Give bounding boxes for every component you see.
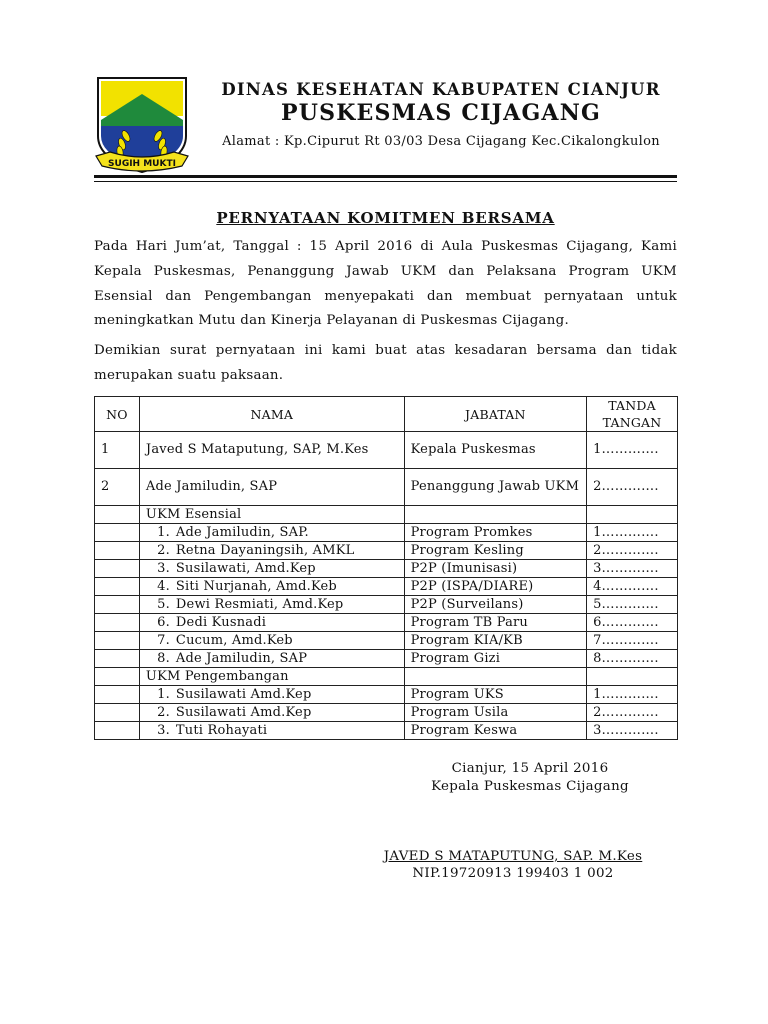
item-number: 6. xyxy=(157,614,170,630)
signer-role: Kepala Puskesmas Cijagang xyxy=(431,779,629,794)
row-name: Javed S Mataputung, SAP, M.Kes xyxy=(139,432,404,469)
section-heading: UKM Pengembangan xyxy=(139,668,404,686)
row-signature: 1…………. xyxy=(587,432,678,469)
item-number: 1. xyxy=(157,686,170,702)
table-row xyxy=(95,596,678,614)
row-signature: 2…………. xyxy=(587,704,678,722)
row-position: Penanggung Jawab UKM xyxy=(404,469,586,506)
logo-motto-text: SUGIH MUKTI xyxy=(108,159,176,169)
row-signature: 2…………. xyxy=(587,542,678,560)
item-number: 2. xyxy=(157,704,170,720)
row-name: Cucum, Amd.Keb xyxy=(175,632,293,648)
row-name: Retna Dayaningsih, AMKL xyxy=(175,542,355,558)
row-signature: 7…………. xyxy=(587,632,678,650)
row-name: Ade Jamiludin, SAP. xyxy=(175,524,309,540)
header-name: NAMA xyxy=(139,397,404,432)
item-number: 4. xyxy=(157,578,170,594)
place-date: Cianjur, 15 April 2016 xyxy=(451,761,609,776)
closing-paragraph: Demikian surat pernyataan ini kami buat atas kesadaran bersama dan tidak merupakan suatu paksaan. xyxy=(94,343,677,383)
row-signature: 6…………. xyxy=(587,614,678,632)
header-no: NO xyxy=(95,397,140,432)
row-signature: 1…………. xyxy=(587,524,678,542)
row-position: Program Usila xyxy=(404,704,586,722)
commitment-signature-table xyxy=(94,396,678,740)
row-name: Susilawati Amd.Kep xyxy=(175,686,312,702)
header-signature: TANDA TANGAN xyxy=(587,397,678,432)
row-signature: 4…………. xyxy=(587,578,678,596)
letterhead-rule-thin xyxy=(94,181,677,182)
table-row xyxy=(95,578,678,596)
table-row xyxy=(95,432,678,469)
item-number: 3. xyxy=(157,560,170,576)
section-heading: UKM Esensial xyxy=(139,506,404,524)
table-row xyxy=(95,614,678,632)
row-no: 2 xyxy=(95,469,140,506)
row-position: Program Promkes xyxy=(404,524,586,542)
row-name: Dewi Resmiati, Amd.Kep xyxy=(175,596,344,612)
row-signature: 2…………. xyxy=(587,469,678,506)
row-name: Ade Jamiludin, SAP xyxy=(175,650,308,666)
row-signature: 5…………. xyxy=(587,596,678,614)
row-position: Program TB Paru xyxy=(404,614,586,632)
agency-name: DINAS KESEHATAN KABUPATEN CIANJUR xyxy=(221,80,661,99)
row-name: Susilawati Amd.Kep xyxy=(175,704,312,720)
item-number: 3. xyxy=(157,722,170,738)
table-header-row xyxy=(95,397,678,432)
row-position: Program UKS xyxy=(404,686,586,704)
institution-name: PUSKESMAS CIJAGANG xyxy=(281,100,601,126)
signer-name: JAVED S MATAPUTUNG, SAP. M.Kes xyxy=(383,849,643,864)
cianjur-regency-logo xyxy=(94,76,190,178)
table-row xyxy=(95,650,678,668)
row-name: Ade Jamiludin, SAP xyxy=(139,469,404,506)
row-position: P2P (Surveilans) xyxy=(404,596,586,614)
header-position: JABATAN xyxy=(404,397,586,432)
table-row xyxy=(95,542,678,560)
table-row xyxy=(95,722,678,740)
row-position: Program Keswa xyxy=(404,722,586,740)
signature-block xyxy=(360,760,700,796)
row-name: Dedi Kusnadi xyxy=(175,614,267,630)
item-number: 1. xyxy=(157,524,170,540)
row-no: 1 xyxy=(95,432,140,469)
item-number: 8. xyxy=(157,650,170,666)
table-row xyxy=(95,469,678,506)
row-name: Siti Nurjanah, Amd.Keb xyxy=(175,578,337,594)
letterhead-rule-thick xyxy=(94,175,677,178)
item-number: 5. xyxy=(157,596,170,612)
table-row xyxy=(95,686,678,704)
table-row xyxy=(95,632,678,650)
row-position: P2P (Imunisasi) xyxy=(404,560,586,578)
opening-paragraph: Pada Hari Jum’at, Tanggal : 15 April 2016 di Aula Puskesmas Cijagang, Kami Kepala Puskesmas, Penanggung Jawab UKM dan Pelaksana Program UKM Esensial dan Pengembangan menyepakati dan membuat pernyataan untuk meningkatkan Mutu dan Kinerja Pelayanan di Puskesmas Cijagang. xyxy=(94,239,677,329)
row-signature: 3…………. xyxy=(587,560,678,578)
document-title: PERNYATAAN KOMITMEN BERSAMA xyxy=(216,209,555,227)
signer-nip: NIP.19720913 199403 1 002 xyxy=(412,866,614,881)
section-row-ukm-pengembangan xyxy=(95,668,678,686)
table-row xyxy=(95,704,678,722)
row-signature: 3…………. xyxy=(587,722,678,740)
row-name: Susilawati, Amd.Kep xyxy=(175,560,316,576)
table-row xyxy=(95,524,678,542)
row-signature: 8…………. xyxy=(587,650,678,668)
row-signature: 1…………. xyxy=(587,686,678,704)
row-name: Tuti Rohayati xyxy=(175,722,268,738)
table-row xyxy=(95,560,678,578)
row-position: Program Gizi xyxy=(404,650,586,668)
row-position: Kepala Puskesmas xyxy=(404,432,586,469)
institution-address: Alamat : Kp.Cipurut Rt 03/03 Desa Cijagang Kec.Cikalongkulon xyxy=(222,134,660,149)
item-number: 7. xyxy=(157,632,170,648)
row-position: Program KIA/KB xyxy=(404,632,586,650)
section-row-ukm-esensial xyxy=(95,506,678,524)
row-position: P2P (ISPA/DIARE) xyxy=(404,578,586,596)
row-position: Program Kesling xyxy=(404,542,586,560)
item-number: 2. xyxy=(157,542,170,558)
